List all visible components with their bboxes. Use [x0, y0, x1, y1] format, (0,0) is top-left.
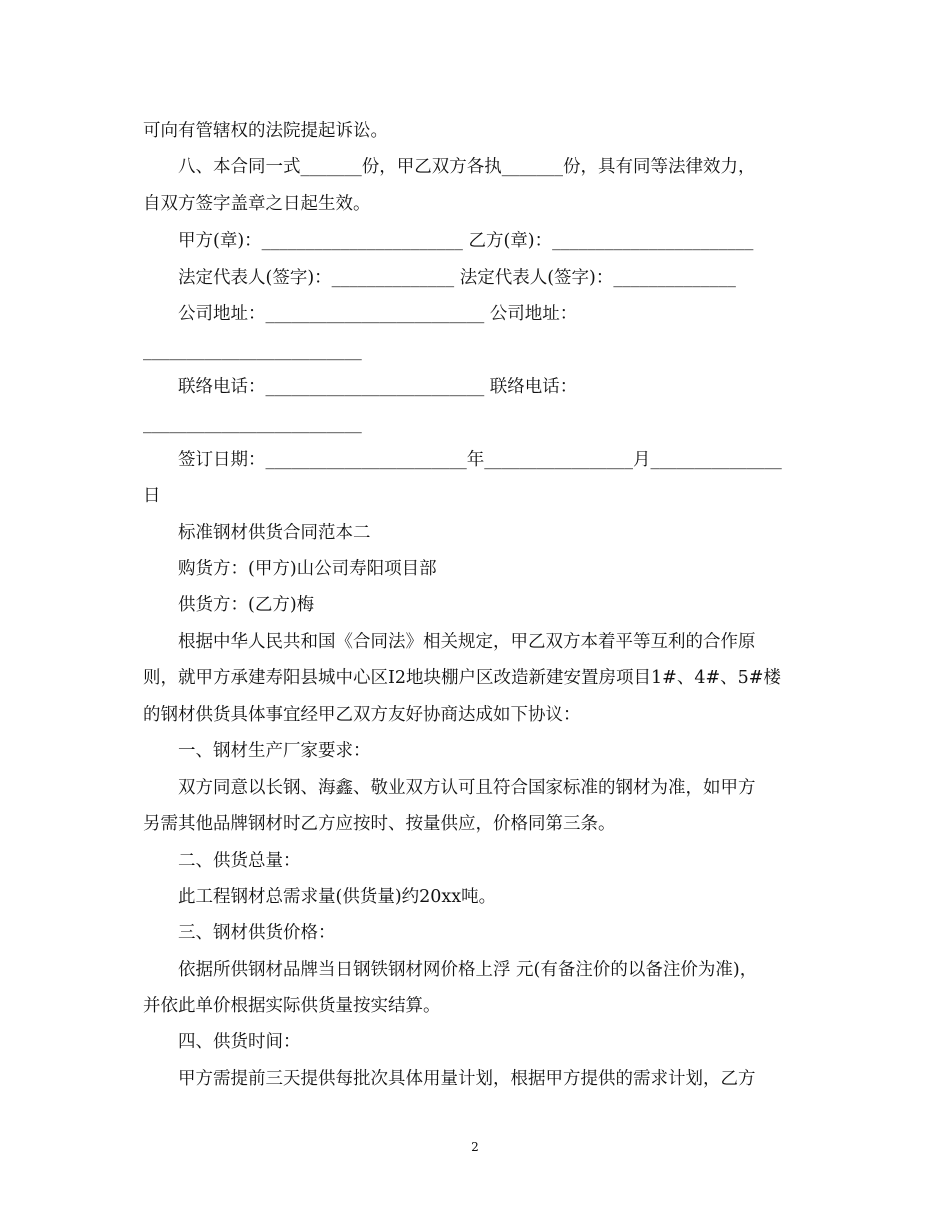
text-line: 联络电话：_________________________ 联络电话：	[178, 377, 578, 397]
text-line: 双方同意以长钢、海鑫、敬业双方认可且符合国家标准的钢材为准，如甲方	[178, 778, 756, 798]
text-line: 依据所供钢材品牌当日钢铁钢材网价格上浮 元(有备注价的以备注价为准)，	[178, 960, 758, 980]
text-line: 另需其他品牌钢材时乙方应按时、按量供应，价格同第三条。	[143, 814, 616, 834]
text-line: 此工程钢材总需求量(供货量)约20xx吨。	[178, 887, 497, 907]
text-line: 并依此单价根据实际供货量按实结算。	[143, 996, 441, 1016]
text-line: 公司地址：_________________________ 公司地址：	[178, 304, 578, 324]
text-line: 购货方：(甲方)山公司寿阳项目部	[178, 559, 437, 579]
text-line: 的钢材供货具体事宜经甲乙双方友好协商达成如下协议：	[143, 705, 581, 725]
text-line: 甲方(章)：_______________________ 乙方(章)：_______________________	[178, 231, 754, 251]
section-title: 标准钢材供货合同范本二	[178, 523, 371, 543]
text-line: 可向有管辖权的法院提起诉讼。	[143, 121, 388, 141]
text-line: 一、钢材生产厂家要求：	[178, 741, 371, 761]
text-line: 三、钢材供货价格：	[178, 923, 336, 943]
text-line: 则，就甲方承建寿阳县城中心区I2地块棚户区改造新建安置房项目1#、4#、5#楼	[143, 668, 781, 688]
text-line: 签订日期：_______________________年_________________月_______________	[178, 450, 782, 470]
text-line: 自双方签字盖章之日起生效。	[143, 194, 371, 214]
text-line: 法定代表人(签字)：______________ 法定代表人(签字)：______________	[178, 268, 736, 288]
page-number: 2	[471, 1140, 479, 1154]
text-line: _________________________	[143, 341, 362, 361]
text-line: 供货方：(乙方)梅	[178, 595, 315, 615]
text-line: _________________________	[143, 414, 362, 434]
text-line: 甲方需提前三天提供每批次具体用量计划，根据甲方提供的需求计划，乙方	[178, 1069, 756, 1089]
text-line: 四、供货时间：	[178, 1032, 301, 1052]
text-line: 二、供货总量：	[178, 851, 301, 871]
text-line: 日	[143, 486, 161, 506]
text-line: 八、本合同一式_______份，甲乙双方各执_______份，具有同等法律效力，	[178, 157, 756, 177]
text-line: 根据中华人民共和国《合同法》相关规定，甲乙双方本着平等互利的合作原	[178, 632, 756, 652]
